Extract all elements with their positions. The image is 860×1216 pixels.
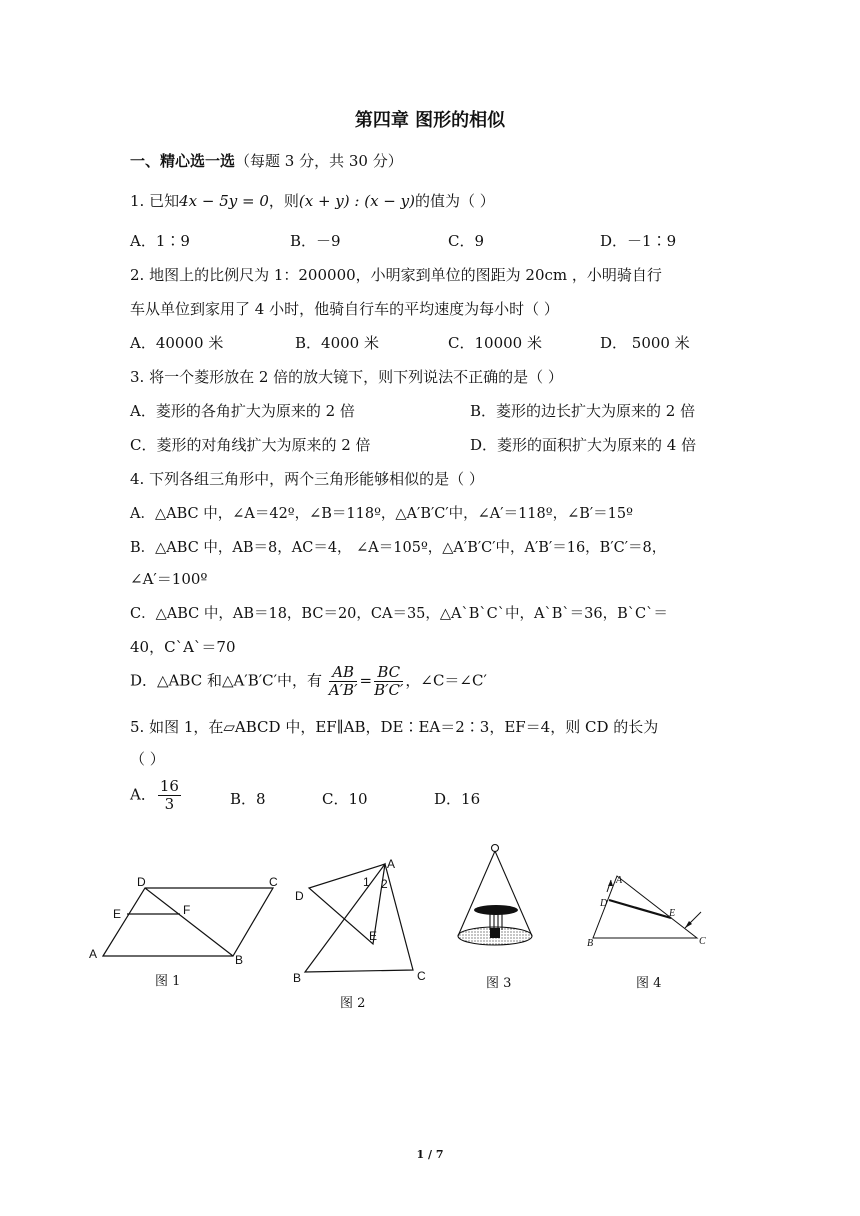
figure-4-triangle xyxy=(585,868,715,953)
fig4-segment-de xyxy=(609,900,671,918)
q1-prefix: 1. 已知 xyxy=(130,192,180,210)
fig4-label-d: D xyxy=(600,898,608,909)
fig3-light-source xyxy=(492,845,499,852)
q2-line-1: 2. 地图上的比例尺为 1：200000，小明家到单位的图距为 20cm ，小明骑自行 xyxy=(130,266,662,284)
fig4-label-c: C xyxy=(699,936,706,947)
q1-option-b: B．－9 xyxy=(290,232,341,250)
q4-d-frac2-den: B′C′ xyxy=(374,681,404,699)
fig1-label-e: E xyxy=(113,907,122,921)
q5-option-c: C．10 xyxy=(322,790,368,808)
q5-line-1: 5. 如图 1，在▱ABCD 中，EF∥AB，DE∶EA＝2∶3，EF＝4，则 CD 的长为 xyxy=(130,718,659,736)
fig1-diagonal-db xyxy=(145,888,233,956)
section-heading xyxy=(130,150,403,171)
figure-4-caption: 图 4 xyxy=(636,976,662,991)
q1-suffix: 的值为（ ） xyxy=(414,192,495,210)
q5-option-a-fraction xyxy=(158,778,181,813)
q4-d-frac2-num: BC xyxy=(374,664,403,682)
q5-option-a-label: A． xyxy=(130,785,156,804)
fig2-label-e: E xyxy=(369,929,378,943)
q1-option-d: D．－1∶9 xyxy=(600,232,677,250)
fig4-label-e: E xyxy=(669,908,676,919)
q2-option-b: B．4000 米 xyxy=(295,334,379,352)
fig2-label-a: A xyxy=(387,857,396,871)
fig1-label-b: B xyxy=(235,953,244,967)
page-number: 1 / 7 xyxy=(416,1148,444,1161)
fig2-triangle-abc xyxy=(305,864,413,972)
q2-option-a: A．40000 米 xyxy=(130,334,224,352)
q4-option-c-line1: C．△ABC 中，AB＝18，BC＝20，CA＝35，△A`B`C`中，A`B`＝36，B`C`＝ xyxy=(130,606,668,622)
q3-option-a: A．菱形的各角扩大为原来的 2 倍 xyxy=(130,402,355,420)
fig2-label-b: B xyxy=(293,971,302,985)
fig1-label-a: A xyxy=(89,947,98,961)
q4-option-c-line2: 40，C`A`＝70 xyxy=(130,638,236,656)
fig1-label-c: C xyxy=(269,875,278,889)
q1-equation: 4x − 5y = 0 xyxy=(179,192,269,210)
q2-line-2: 车从单位到家用了 4 小时，他骑自行车的平均速度为每小时（ ） xyxy=(130,300,559,318)
q3-option-d: D．菱形的面积扩大为原来的 4 倍 xyxy=(470,436,697,454)
q4-d-prefix: D．△ABC 和△A′B′C′中，有 xyxy=(130,671,323,690)
figure-2-triangles xyxy=(285,852,435,987)
fig1-label-f: F xyxy=(183,903,191,917)
q4-d-fraction-1 xyxy=(329,664,358,699)
q5-a-num: 16 xyxy=(159,777,179,795)
q4-d-frac1-den: A′B′ xyxy=(328,681,358,699)
fig1-parallelogram-abcd xyxy=(103,888,273,956)
q2-option-c: C．10000 米 xyxy=(448,334,542,352)
figure-1-caption: 图 1 xyxy=(155,974,181,989)
fig3-cone-right xyxy=(495,851,532,936)
section-title: 一、精心选一选 xyxy=(130,152,236,170)
figure-1-parallelogram xyxy=(85,872,285,972)
question-1-stem xyxy=(130,190,495,211)
figure-3-cone-lamp xyxy=(450,838,540,950)
q1-option-c: C．9 xyxy=(448,232,485,250)
q4-option-a: A．△ABC 中，∠A＝42º，∠B＝118º，△A′B′C′中，∠A′＝118º，∠B′＝15º xyxy=(130,506,633,522)
q4-option-d xyxy=(130,664,487,699)
q1-option-a: A．1∶9 xyxy=(130,232,190,250)
q3-option-b: B．菱形的边长扩大为原来的 2 倍 xyxy=(470,402,696,420)
figure-2-caption: 图 2 xyxy=(340,996,366,1011)
page-title: 第四章 图形的相似 xyxy=(354,110,506,131)
fig2-label-d: D xyxy=(295,889,304,903)
q1-mid: ，则 xyxy=(268,192,299,210)
q1-ratio: (x + y) : (x − y) xyxy=(298,192,415,210)
fig1-label-d: D xyxy=(137,875,146,889)
q5-option-d: D．16 xyxy=(434,790,481,808)
q4-option-b-line2: ∠A′＝100º xyxy=(130,570,208,588)
fig2-angle-2: 2 xyxy=(381,877,388,891)
fig2-angle-1: 1 xyxy=(363,875,370,889)
fig3-table-top xyxy=(474,905,518,915)
q4-d-suffix: ，∠C＝∠C′ xyxy=(405,671,487,690)
q5-option-a xyxy=(130,778,183,813)
section-note: （每题 3 分，共 30 分） xyxy=(235,152,403,170)
figure-3-caption: 图 3 xyxy=(486,976,512,991)
q4-d-frac1-num: AB xyxy=(329,664,358,682)
q3-stem: 3. 将一个菱形放在 2 倍的放大镜下，则下列说法不正确的是（ ） xyxy=(130,368,563,386)
q5-line-2: （ ） xyxy=(130,750,165,768)
q4-stem: 4. 下列各组三角形中，两个三角形能够相似的是（ ） xyxy=(130,470,484,488)
fig4-label-a: A xyxy=(616,875,623,886)
q4-d-equals: = xyxy=(359,671,373,690)
fig3-table-base xyxy=(490,928,500,938)
q3-option-c: C．菱形的对角线扩大为原来的 2 倍 xyxy=(130,436,371,454)
fig2-label-c: C xyxy=(417,969,426,983)
q4-d-fraction-2 xyxy=(374,664,403,699)
q5-a-den: 3 xyxy=(164,795,175,813)
q2-option-d: D． 5000 米 xyxy=(600,334,690,352)
q4-option-b-line1: B．△ABC 中，AB＝8，AC＝4， ∠A＝105º，△A′B′C′中，A′B′＝16，B′C′＝8， xyxy=(130,540,667,556)
fig4-label-b: B xyxy=(587,938,594,949)
q5-option-b: B．8 xyxy=(230,790,266,808)
